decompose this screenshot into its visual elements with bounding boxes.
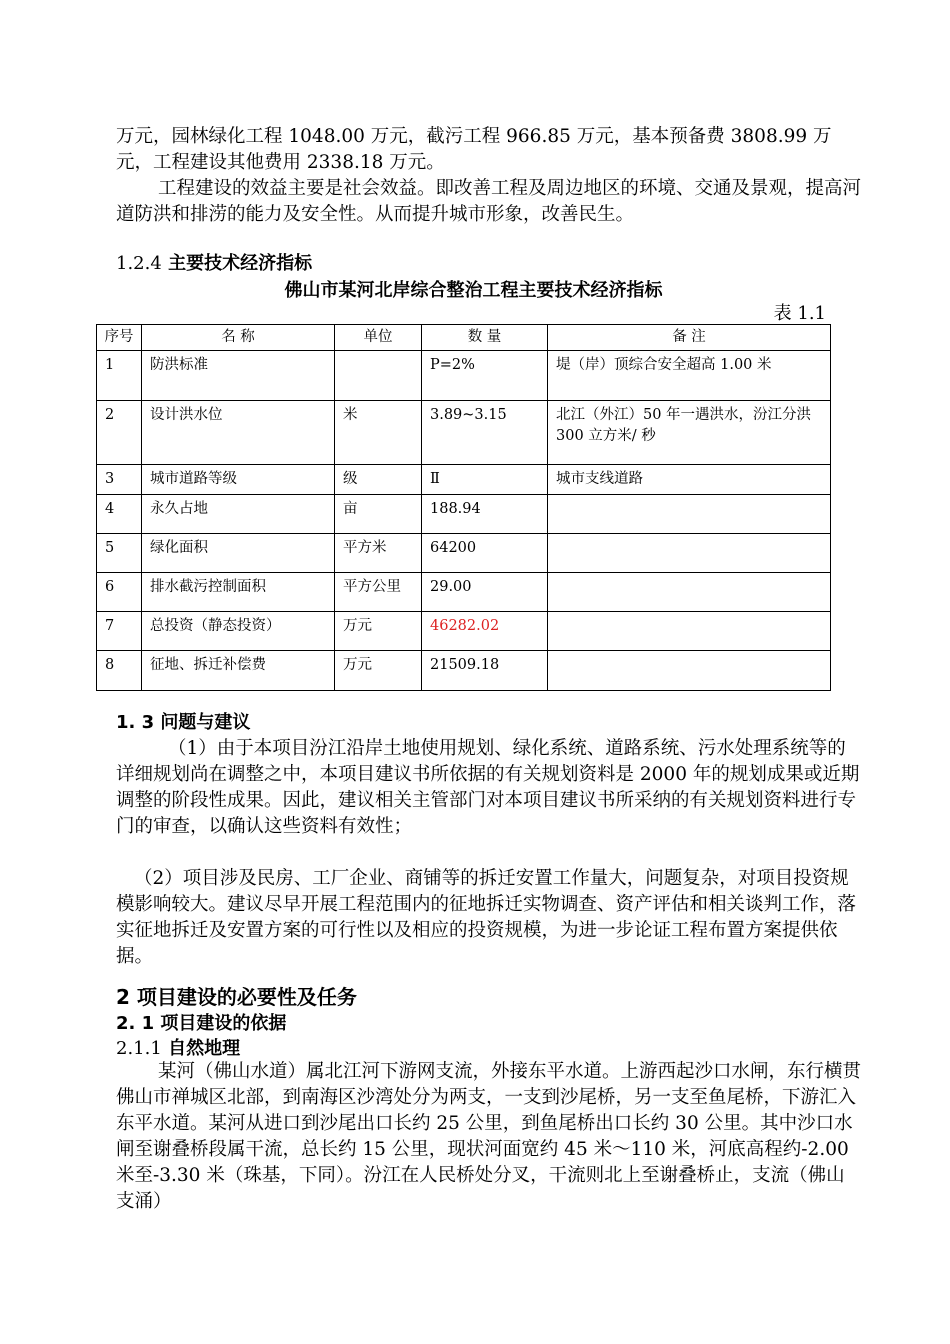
cell: 8 <box>97 651 142 691</box>
section-heading-2-1: 2. 1 项目建设的依据 <box>116 1013 287 1034</box>
cell <box>548 573 831 612</box>
section-heading-1-2-4 <box>116 252 312 276</box>
cell: 永久占地 <box>142 495 335 534</box>
table-row <box>97 612 831 651</box>
cell: 设计洪水位 <box>142 401 335 465</box>
cell: 堤（岸）顶综合安全超高 1.00 米 <box>548 351 831 401</box>
table-header-row <box>97 325 831 351</box>
cell: 绿化面积 <box>142 534 335 573</box>
table-row <box>97 401 831 465</box>
cell: 188.94 <box>422 495 548 534</box>
cell: 万元 <box>335 612 422 651</box>
cell: 4 <box>97 495 142 534</box>
cell: 北江（外江）50 年一遇洪水，汾江分洪 300 立方米/ 秒 <box>548 401 831 465</box>
table-row <box>97 651 831 691</box>
cell: 城市支线道路 <box>548 465 831 495</box>
table-row <box>97 534 831 573</box>
section-title: 自然地理 <box>168 1038 241 1059</box>
paragraph-suggestion-2: （2）项目涉及民房、工厂企业、商铺等的拆迁安置工作量大，问题复杂，对项目投资规模影响较大。建议尽早开展工程范围内的征地拆迁实物调查、资产评估和相关谈判工作，落实征地拆迁及安置方案的可行性以及相应的投资规模，为进一步论证工程布置方案提供依据。 <box>116 868 857 967</box>
cell: 万元 <box>335 651 422 691</box>
cell <box>548 495 831 534</box>
section-number: 2.1.1 <box>116 1038 162 1059</box>
cell: 征地、拆迁补偿费 <box>142 651 335 691</box>
cell: 平方米 <box>335 534 422 573</box>
header-cell: 单位 <box>335 325 422 351</box>
paragraph-natural-geography: 某河（佛山水道）属北江河下游网支流，外接东平水道。上游西起沙口水闸，东行横贯佛山市禅城区北部，到南海区沙湾处分为两支，一支到沙尾桥，另一支至鱼尾桥，下游汇入东平水道。某河从进口到沙尾出口长约 25 公里，到鱼尾桥出口长约 30 公里。其中沙口水闸至谢叠桥段属干流，总长约 15 公里，现状河面宽约 45 米～110 米，河底高程约-2.00 米至-3.30 米（珠基，下同）。汾江在人民桥处分叉，干流则北上至谢叠桥止，支流（佛山支涌） <box>116 1061 862 1212</box>
cell: 2 <box>97 401 142 465</box>
header-cell: 名 称 <box>142 325 335 351</box>
table-row <box>97 495 831 534</box>
cell: P=2% <box>422 351 548 401</box>
cell: 3.89~3.15 <box>422 401 548 465</box>
cell: 级 <box>335 465 422 495</box>
header-cell: 数 量 <box>422 325 548 351</box>
section-title: 主要技术经济指标 <box>168 253 313 274</box>
cell <box>548 612 831 651</box>
cell <box>548 534 831 573</box>
technical-indicators-table <box>96 324 831 691</box>
cell: 64200 <box>422 534 548 573</box>
table-row <box>97 351 831 401</box>
chapter-heading-2: 2 项目建设的必要性及任务 <box>116 985 357 1009</box>
paragraph-cost-summary: 万元，园林绿化工程 1048.00 万元，截污工程 966.85 万元，基本预备费 3808.99 万元，工程建设其他费用 2338.18 万元。 <box>116 126 832 173</box>
header-cell: 备 注 <box>548 325 831 351</box>
cell: 米 <box>335 401 422 465</box>
paragraph-benefits: 工程建设的效益主要是社会效益。即改善工程及周边地区的环境、交通及景观，提高河道防洪和排涝的能力及安全性。从而提升城市形象，改善民生。 <box>116 178 862 225</box>
cell: Ⅱ <box>422 465 548 495</box>
table-row <box>97 465 831 495</box>
cell: 平方公里 <box>335 573 422 612</box>
header-cell: 序号 <box>97 325 142 351</box>
cell-total-investment: 46282.02 <box>422 612 548 651</box>
cell: 亩 <box>335 495 422 534</box>
section-number: 1.2.4 <box>116 253 162 274</box>
cell: 6 <box>97 573 142 612</box>
table-caption: 佛山市某河北岸综合整治工程主要技术经济指标 <box>284 280 663 301</box>
table-number: 表 1.1 <box>773 303 826 324</box>
section-heading-1-3: 1. 3 问题与建议 <box>116 712 251 733</box>
cell <box>335 351 422 401</box>
cell: 29.00 <box>422 573 548 612</box>
cell: 排水截污控制面积 <box>142 573 335 612</box>
cell: 3 <box>97 465 142 495</box>
cell <box>548 651 831 691</box>
section-heading-2-1-1 <box>116 1037 240 1061</box>
cell: 7 <box>97 612 142 651</box>
cell: 21509.18 <box>422 651 548 691</box>
cell: 5 <box>97 534 142 573</box>
cell: 总投资（静态投资） <box>142 612 335 651</box>
cell: 城市道路等级 <box>142 465 335 495</box>
paragraph-suggestion-1: （1）由于本项目汾江沿岸土地使用规划、绿化系统、道路系统、污水处理系统等的详细规划尚在调整之中，本项目建议书所依据的有关规划资料是 2000 年的规划成果或近期调整的阶段性成果。因此，建议相关主管部门对本项目建议书所采纳的有关规划资料进行专门的审查，以确认这些资料有效性； <box>116 738 860 837</box>
table-row <box>97 573 831 612</box>
cell: 防洪标准 <box>142 351 335 401</box>
cell: 1 <box>97 351 142 401</box>
